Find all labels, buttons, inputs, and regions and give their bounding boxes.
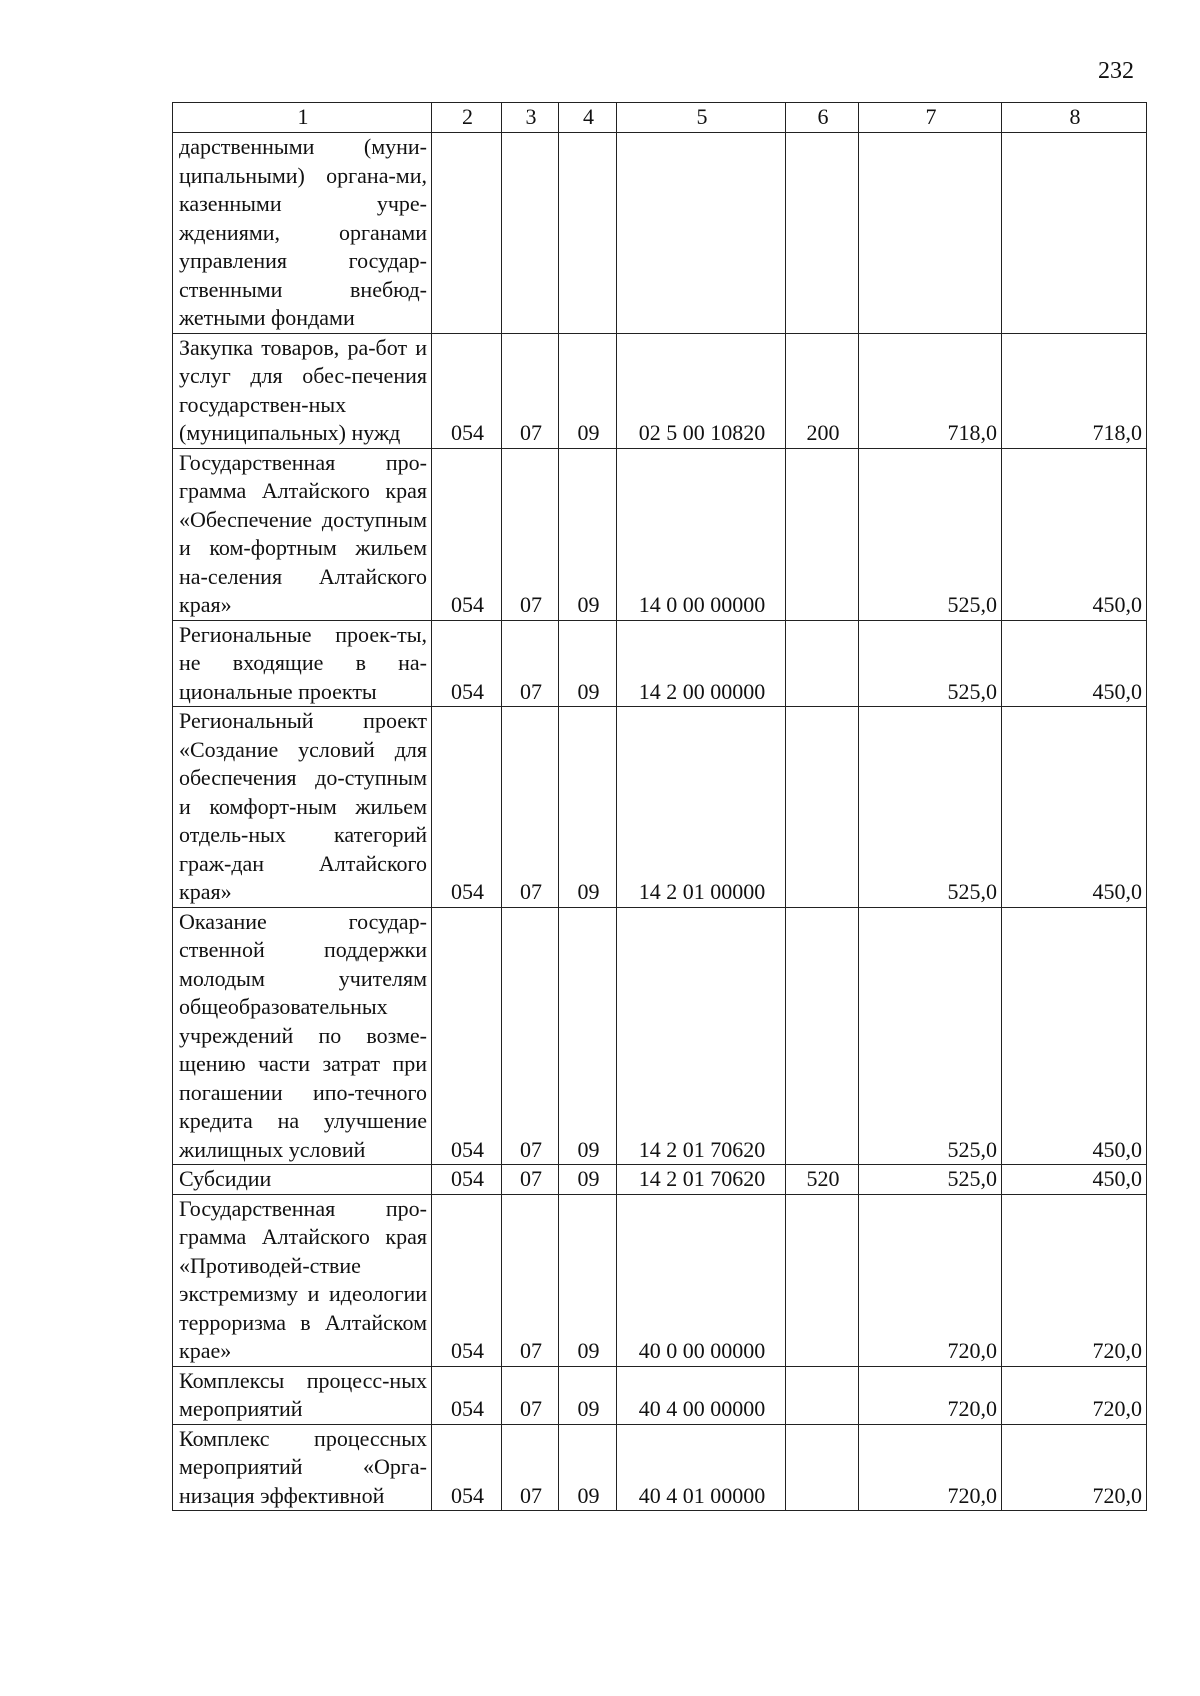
cell-amount-1: 525,0 — [859, 1165, 1002, 1195]
cell-amount-1: 720,0 — [859, 1424, 1002, 1511]
cell-amount-2: 450,0 — [1002, 707, 1147, 908]
cell-amount-1: 720,0 — [859, 1366, 1002, 1424]
cell-subsection: 09 — [559, 1424, 617, 1511]
cell-amount-2: 720,0 — [1002, 1366, 1147, 1424]
table-row — [173, 448, 1147, 620]
row-name: Комплексы процесс-ных мероприятий — [173, 1366, 432, 1424]
cell-ministry: 054 — [432, 448, 502, 620]
header-row — [173, 103, 1147, 133]
cell-section: 07 — [502, 1424, 559, 1511]
cell-target-article — [617, 133, 786, 334]
column-header: 8 — [1002, 103, 1147, 133]
cell-target-article: 14 2 00 00000 — [617, 620, 786, 707]
cell-expense-type — [786, 448, 859, 620]
cell-section: 07 — [502, 907, 559, 1165]
row-name: Региональные проек-ты, не входящие в на-циональные проекты — [173, 620, 432, 707]
cell-target-article: 40 0 00 00000 — [617, 1194, 786, 1366]
cell-ministry — [432, 133, 502, 334]
budget-table — [172, 102, 1147, 1511]
cell-ministry: 054 — [432, 1424, 502, 1511]
cell-target-article: 14 2 01 70620 — [617, 1165, 786, 1195]
cell-section: 07 — [502, 1165, 559, 1195]
cell-target-article: 14 2 01 00000 — [617, 707, 786, 908]
cell-section: 07 — [502, 1366, 559, 1424]
cell-section: 07 — [502, 448, 559, 620]
cell-amount-2: 720,0 — [1002, 1194, 1147, 1366]
row-name: дарственными (муни-ципальными) органа-ми, казенными учре-ждениями, органами управления государ-ственными внебюд-жетными фондами — [173, 133, 432, 334]
cell-amount-2 — [1002, 133, 1147, 334]
table-row — [173, 333, 1147, 448]
cell-subsection: 09 — [559, 448, 617, 620]
row-name: Региональный проект «Создание условий для обеспечения до-ступным и комфорт-ным жильем отдель-ных категорий граж-дан Алтайского края» — [173, 707, 432, 908]
cell-amount-1: 525,0 — [859, 620, 1002, 707]
column-header: 2 — [432, 103, 502, 133]
cell-section: 07 — [502, 333, 559, 448]
row-name: Государственная про-грамма Алтайского края «Обеспечение доступным и ком-фортным жильем на-селения Алтайского края» — [173, 448, 432, 620]
cell-subsection: 09 — [559, 707, 617, 908]
table-row — [173, 620, 1147, 707]
column-header: 5 — [617, 103, 786, 133]
cell-expense-type — [786, 1194, 859, 1366]
cell-section: 07 — [502, 1194, 559, 1366]
cell-expense-type — [786, 1424, 859, 1511]
cell-target-article: 40 4 00 00000 — [617, 1366, 786, 1424]
cell-section: 07 — [502, 707, 559, 908]
column-header: 3 — [502, 103, 559, 133]
cell-amount-1 — [859, 133, 1002, 334]
table-row — [173, 907, 1147, 1165]
cell-expense-type: 200 — [786, 333, 859, 448]
cell-expense-type — [786, 133, 859, 334]
cell-ministry: 054 — [432, 1194, 502, 1366]
cell-subsection: 09 — [559, 1165, 617, 1195]
table-row — [173, 133, 1147, 334]
cell-ministry: 054 — [432, 907, 502, 1165]
row-name: Оказание государ-ственной поддержки молодым учителям общеобразовательных учреждений по возме-щению части затрат при погашении ипо-течного кредита на улучшение жилищных условий — [173, 907, 432, 1165]
cell-expense-type — [786, 620, 859, 707]
cell-amount-1: 718,0 — [859, 333, 1002, 448]
cell-expense-type — [786, 1366, 859, 1424]
cell-expense-type — [786, 707, 859, 908]
table-row — [173, 1165, 1147, 1195]
row-name: Государственная про-грамма Алтайского края «Противодей-ствие экстремизму и идеологии терроризма в Алтайском крае» — [173, 1194, 432, 1366]
cell-target-article: 40 4 01 00000 — [617, 1424, 786, 1511]
cell-subsection: 09 — [559, 620, 617, 707]
row-name: Комплекс процессных мероприятий «Орга-низация эффективной — [173, 1424, 432, 1511]
table-row — [173, 1194, 1147, 1366]
cell-ministry: 054 — [432, 620, 502, 707]
cell-amount-2: 450,0 — [1002, 907, 1147, 1165]
column-header: 7 — [859, 103, 1002, 133]
cell-ministry: 054 — [432, 1165, 502, 1195]
cell-subsection: 09 — [559, 1194, 617, 1366]
table-row — [173, 1424, 1147, 1511]
cell-amount-2: 450,0 — [1002, 620, 1147, 707]
cell-amount-1: 720,0 — [859, 1194, 1002, 1366]
cell-amount-2: 718,0 — [1002, 333, 1147, 448]
cell-subsection: 09 — [559, 907, 617, 1165]
cell-subsection: 09 — [559, 1366, 617, 1424]
cell-section — [502, 133, 559, 334]
cell-amount-1: 525,0 — [859, 907, 1002, 1165]
column-header: 4 — [559, 103, 617, 133]
cell-amount-2: 450,0 — [1002, 1165, 1147, 1195]
cell-amount-1: 525,0 — [859, 707, 1002, 908]
cell-amount-2: 720,0 — [1002, 1424, 1147, 1511]
cell-target-article: 02 5 00 10820 — [617, 333, 786, 448]
cell-section: 07 — [502, 620, 559, 707]
cell-subsection — [559, 133, 617, 334]
cell-target-article: 14 0 00 00000 — [617, 448, 786, 620]
cell-ministry: 054 — [432, 333, 502, 448]
cell-ministry: 054 — [432, 707, 502, 908]
cell-subsection: 09 — [559, 333, 617, 448]
page-number: 232 — [1098, 58, 1134, 84]
cell-amount-2: 450,0 — [1002, 448, 1147, 620]
row-name: Субсидии — [173, 1165, 432, 1195]
row-name: Закупка товаров, ра-бот и услуг для обес-печения государствен-ных (муниципальных) нужд — [173, 333, 432, 448]
cell-expense-type — [786, 907, 859, 1165]
column-header: 1 — [173, 103, 432, 133]
table-row — [173, 707, 1147, 908]
cell-ministry: 054 — [432, 1366, 502, 1424]
cell-amount-1: 525,0 — [859, 448, 1002, 620]
table-row — [173, 1366, 1147, 1424]
cell-expense-type: 520 — [786, 1165, 859, 1195]
column-header: 6 — [786, 103, 859, 133]
cell-target-article: 14 2 01 70620 — [617, 907, 786, 1165]
